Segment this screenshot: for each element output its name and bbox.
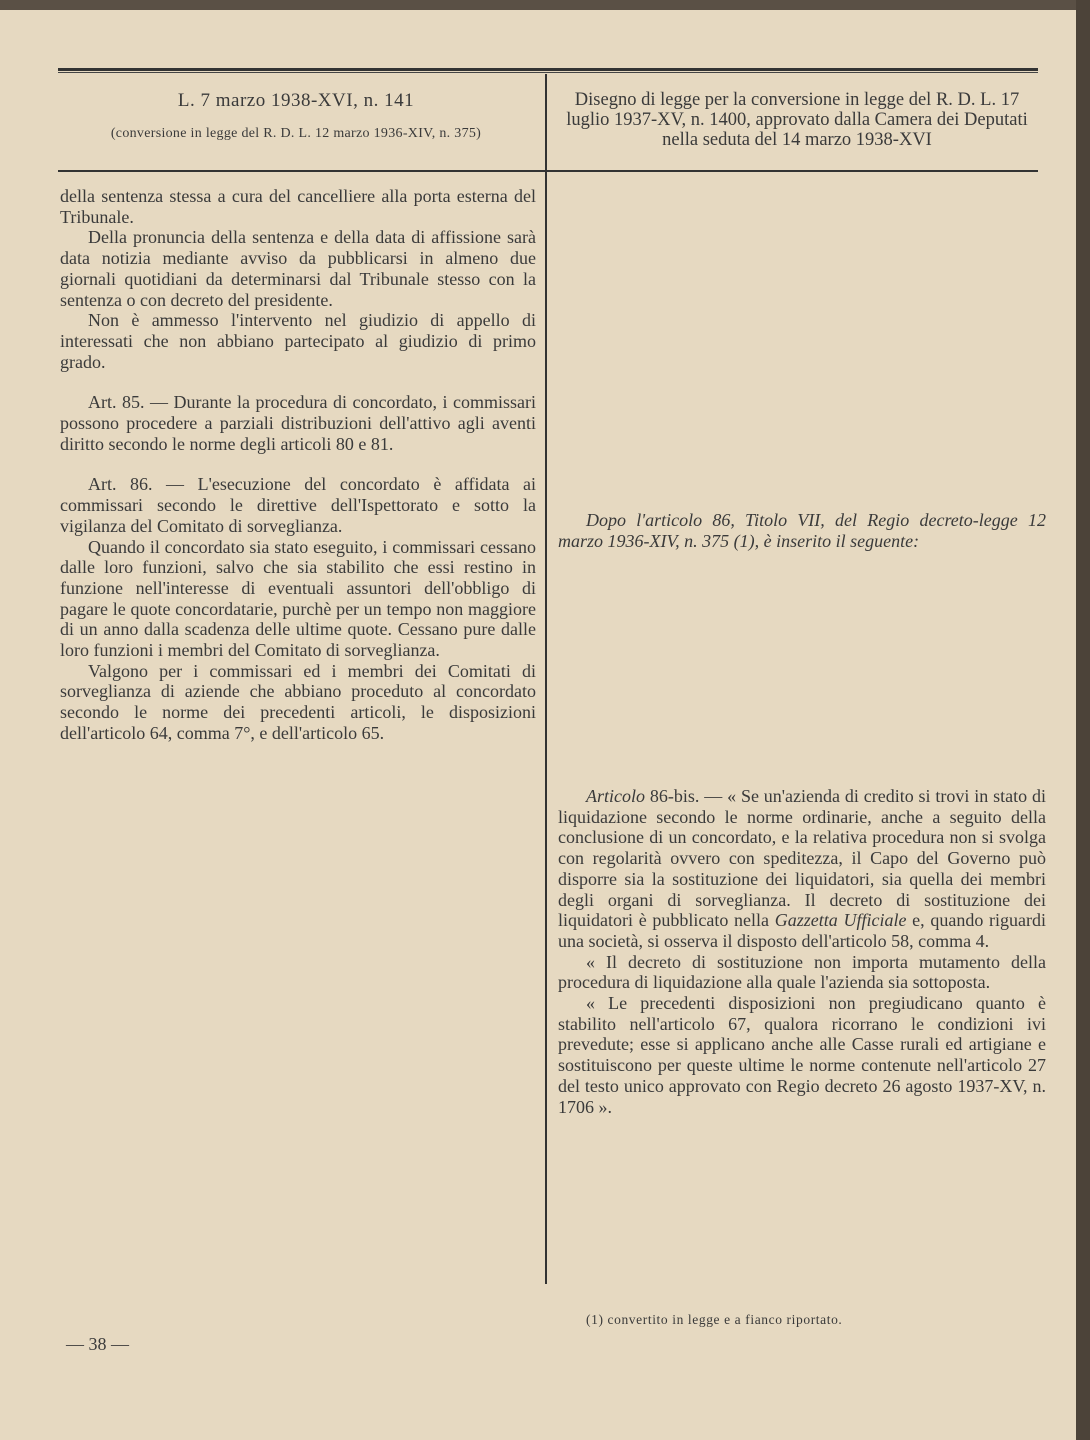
article-label: Articolo xyxy=(586,786,645,806)
scan-edge-top xyxy=(0,0,1090,10)
left-header xyxy=(58,90,534,142)
top-rule-thin xyxy=(58,72,1038,73)
paragraph: Valgono per i commissari ed i membri dei Comitati di sorveglianza di aziende che abbiano proceduto al concordato secondo le norme dei precedenti articoli, le disposizioni dell'articolo 64, comma 7°, e dell'articolo 65. xyxy=(60,660,536,743)
paragraph: della sentenza stessa a cura del cancelliere alla porta esterna del Tribunale. xyxy=(60,186,536,227)
paragraph: Quando il concordato sia stato eseguito, i commissari cessano dalle loro funzioni, salvo che sia stabilito che essi restino in funzione nell'interesse di eventuali assuntori dell'obbligo di pagare le quote concordatarie, purchè per un tempo non maggiore di un anno dalla scadenza delle ultime quote. Cessano pure dalle loro funzioni i membri del Comitato di sorveglianza. xyxy=(60,536,536,661)
left-header-subtitle: (conversione in legge del R. D. L. 12 marzo 1936-XIV, n. 375) xyxy=(110,126,482,141)
paragraph: « Le precedenti disposizioni non pregiudicano quanto è stabilito nell'articolo 67, qualora ricorrano le condizioni ivi prevedute; esse si applicano anche alle Casse rurali ed artigiane e sostituiscono per queste ultime le norme contenute nell'articolo 27 del testo unico approvato con Regio decreto 26 agosto 1937-XV, n. 1706 ». xyxy=(558,993,1046,1117)
insertion-note: Dopo l'articolo 86, Titolo VII, del Regio decreto-legge 12 marzo 1936-XIV, n. 375 (1), è inserito il seguente: xyxy=(558,510,1046,551)
page-number: — 38 — xyxy=(66,1334,129,1354)
paragraph xyxy=(558,786,1046,952)
paragraph: Non è ammesso l'intervento nel giudizio di appello di interessati che non abbiano partecipato al giudizio di primo grado. xyxy=(60,310,536,372)
article-85: Art. 85. — Durante la procedura di concordato, i commissari possono procedere a parziali distribuzioni dell'attivo agli aventi diritto secondo le norme degli articoli 80 e 81. xyxy=(60,392,536,454)
article-text: 86-bis. — « Se un'azienda di credito si trovi in stato di liquidazione secondo le norme ordinarie, anche a seguito della conclusione di un concordato, e la relativa procedura non si svolga con regolarità ovvero con speditezza, il Capo del Governo può disporre sia la sostituzione dei liquidatori, sia quella dei membri degli organi di sorveglianza. Il decreto di sostituzione dei liquidatori è pubblicato nella xyxy=(558,786,1046,931)
scan-edge-right xyxy=(1076,0,1090,1440)
right-header-title: Disegno di legge per la conversione in legge del R. D. L. 17 luglio 1937-XV, n. 1400, approvato dalla Camera dei Deputati nella seduta del 14 marzo 1938-XVI xyxy=(566,90,1028,150)
header-rule xyxy=(58,170,1038,172)
top-rule xyxy=(58,68,1038,71)
gazzetta-title: Gazzetta Ufficiale xyxy=(774,910,907,931)
paragraph: « Il decreto di sostituzione non importa mutamento della procedura di liquidazione alla quale l'azienda sia sottoposta. xyxy=(558,951,1046,993)
left-column xyxy=(60,186,536,744)
article-86-bis xyxy=(558,786,1046,1117)
column-separator xyxy=(545,74,547,1284)
footnote: (1) convertito in legge e a fianco riportato. xyxy=(586,1312,843,1327)
article-text-end: e, quando riguardi una società, si osserva il disposto dell'articolo 58, comma 4. xyxy=(558,910,1046,951)
right-intro xyxy=(558,510,1046,551)
article-86: Art. 86. — L'esecuzione del concordato è affidata ai commissari secondo le direttive dell'Ispettorato e sotto la vigilanza del Comitato di sorveglianza. xyxy=(60,474,536,536)
left-header-title: L. 7 marzo 1938-XVI, n. 141 xyxy=(177,90,415,111)
paragraph: Della pronuncia della sentenza e della data di affissione sarà data notizia mediante avviso da pubblicarsi in almeno due giornali quotidiani da determinarsi dal Tribunale stesso con la sentenza o con decreto del presidente. xyxy=(60,227,536,310)
